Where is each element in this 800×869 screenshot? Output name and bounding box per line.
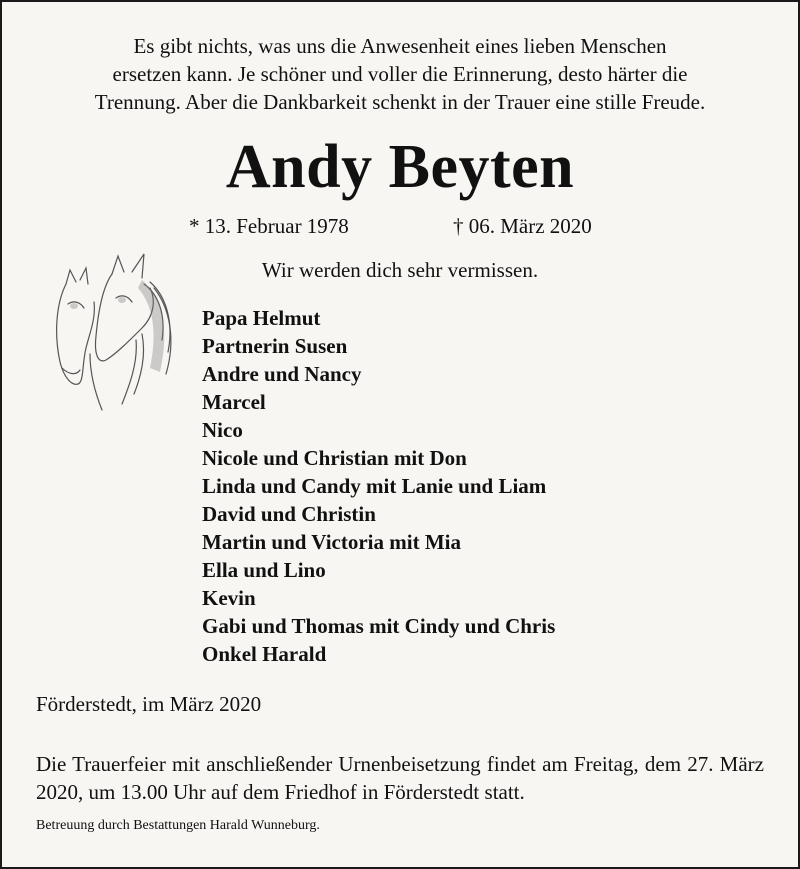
list-item: Linda und Candy mit Lanie und Liam <box>202 474 547 498</box>
list-item: Martin und Victoria mit Mia <box>202 530 461 554</box>
list-item: Nico <box>202 418 243 442</box>
list-item: Onkel Harald <box>202 642 327 666</box>
birth-date: * 13. Februar 1978 <box>189 214 349 238</box>
list-item: Gabi und Thomas mit Cindy und Chris <box>202 614 556 638</box>
miss-message: Wir werden dich sehr vermissen. <box>261 258 539 282</box>
list-item: Andre und Nancy <box>202 362 362 386</box>
list-item: Nicole und Christian mit Don <box>202 446 467 470</box>
quote-line: ersetzen kann. Je schöner und voller die Erinnerung, desto härter die <box>112 62 688 86</box>
horses-sketch-icon <box>46 244 186 416</box>
place-date: Förderstedt, im März 2020 <box>36 692 262 716</box>
undertaker-credit: Betreuung durch Bestattungen Harald Wunneburg. <box>36 818 320 833</box>
list-item: Marcel <box>202 390 266 414</box>
quote-line: Trennung. Aber die Dankbarkeit schenkt in der Trauer eine stille Freude. <box>94 90 706 114</box>
quote-line: Es gibt nichts, was uns die Anwesenheit eines lieben Menschen <box>133 34 667 58</box>
list-item: David und Christin <box>202 502 376 526</box>
memorial-quote <box>22 32 778 116</box>
deceased-name: Andy Beyten <box>225 133 575 201</box>
list-item: Partnerin Susen <box>202 334 348 358</box>
list-item: Kevin <box>202 586 256 610</box>
list-item: Ella und Lino <box>202 558 326 582</box>
ceremony-info: Die Trauerfeier mit anschließender Urnenbeisetzung findet am Freitag, dem 27. März 2020, um 13.00 Uhr auf dem Friedhof in Förderstedt statt. <box>36 752 764 804</box>
list-item: Papa Helmut <box>202 306 321 330</box>
death-date: † 06. März 2020 <box>453 214 592 238</box>
mourners-list <box>202 304 555 668</box>
